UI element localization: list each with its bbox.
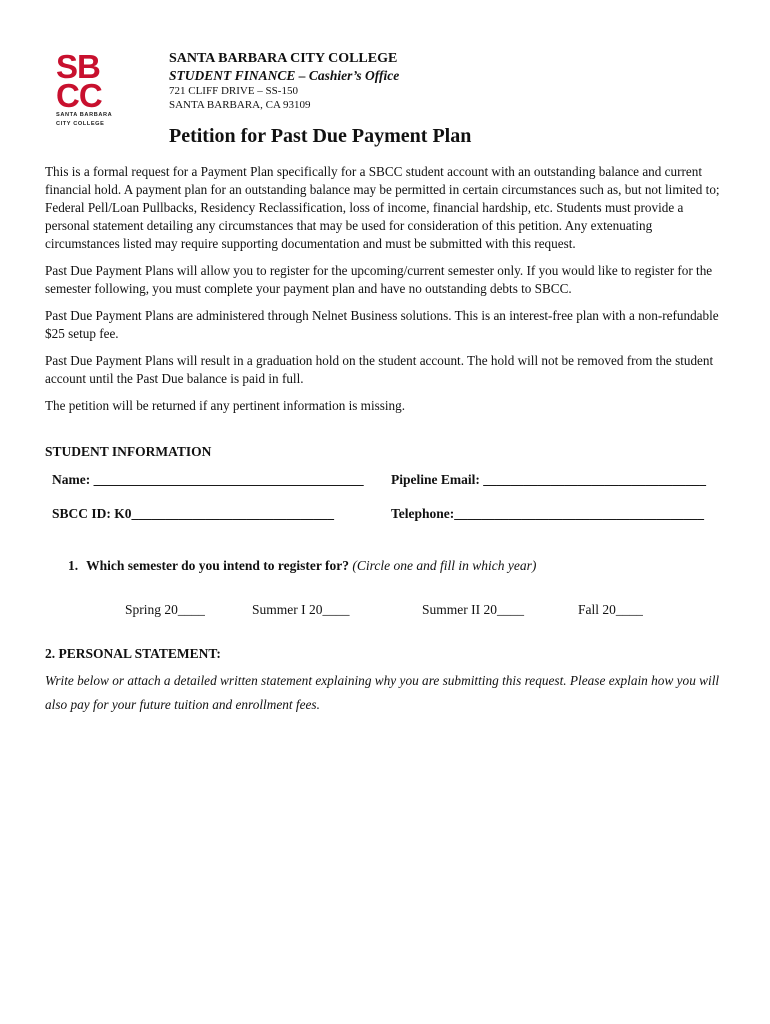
page-title: Petition for Past Due Payment Plan — [169, 125, 472, 147]
paragraph-semester-rule: Past Due Payment Plans will allow you to register for the upcoming/current semester only. If you would like to register for the semester following, you must complete your payment plan and have no outstanding debts to SBCC. — [45, 263, 713, 296]
logo-letters-bottom: CC — [56, 77, 102, 114]
option-summer-2[interactable]: Summer II 20____ — [422, 602, 524, 617]
option-summer-1[interactable]: Summer I 20____ — [252, 602, 350, 617]
office-name: STUDENT FINANCE – Cashier’s Office — [169, 68, 400, 83]
option-fall[interactable]: Fall 20____ — [578, 602, 643, 617]
question-text: Which semester do you intend to register for? — [86, 558, 349, 573]
paragraph-missing-info: The petition will be returned if any pertinent information is missing. — [45, 398, 406, 413]
option-spring[interactable]: Spring 20____ — [125, 602, 205, 617]
paragraph-nelnet: Past Due Payment Plans are administered through Nelnet Business solutions. This is an interest-free plan with a non-refundable $25 setup fee. — [45, 308, 719, 341]
question-semester — [68, 558, 536, 574]
paragraph-intro: This is a formal request for a Payment Plan specifically for a SBCC student account with an outstanding balance and current financial hold. A payment plan for an outstanding balance may be permitted in certain circumstances such as, but not limited to; Federal Pell/Loan Pullbacks, Residency Reclassification, loss of income, financial hardship, etc. Students must provide a personal statement detailing any circumstances that may be used for consideration of this petition. Any extenuating circumstances listed may require supporting documentation and must be submitted with this request. — [45, 164, 720, 251]
name-field[interactable]: Name: ________________________________________ — [52, 472, 364, 487]
logo-subtext-line2: CITY COLLEGE — [56, 120, 105, 127]
sbcc-id-field[interactable]: SBCC ID: K0______________________________ — [52, 506, 335, 521]
question-hint: (Circle one and fill in which year) — [352, 558, 537, 573]
pipeline-email-field[interactable]: Pipeline Email: _________________________________ — [391, 472, 706, 487]
college-name: SANTA BARBARA CITY COLLEGE — [169, 51, 398, 66]
personal-statement-instructions: Write below or attach a detailed written statement explaining why you are submitting this request. Please explain how you will also pay for your future tuition and enrollment fees. — [45, 673, 720, 712]
address-line-1: 721 CLIFF DRIVE – SS-150 — [169, 85, 298, 97]
logo-subtext-line1: SANTA BARBARA — [56, 112, 113, 118]
telephone-field[interactable]: Telephone:_____________________________________ — [391, 506, 705, 521]
personal-statement-heading: 2. PERSONAL STATEMENT: — [45, 646, 221, 661]
intro-text — [45, 163, 725, 424]
question-number: 1. — [68, 558, 79, 573]
paragraph-graduation-hold: Past Due Payment Plans will result in a graduation hold on the student account. The hold will not be removed from the student account until the Past Due balance is paid in full. — [45, 353, 714, 386]
student-info-heading: STUDENT INFORMATION — [45, 444, 212, 459]
address-line-2: SANTA BARBARA, CA 93109 — [169, 99, 311, 111]
logo-letters-top: SB — [56, 48, 100, 85]
sbcc-logo — [56, 48, 124, 127]
letterhead — [169, 51, 399, 112]
